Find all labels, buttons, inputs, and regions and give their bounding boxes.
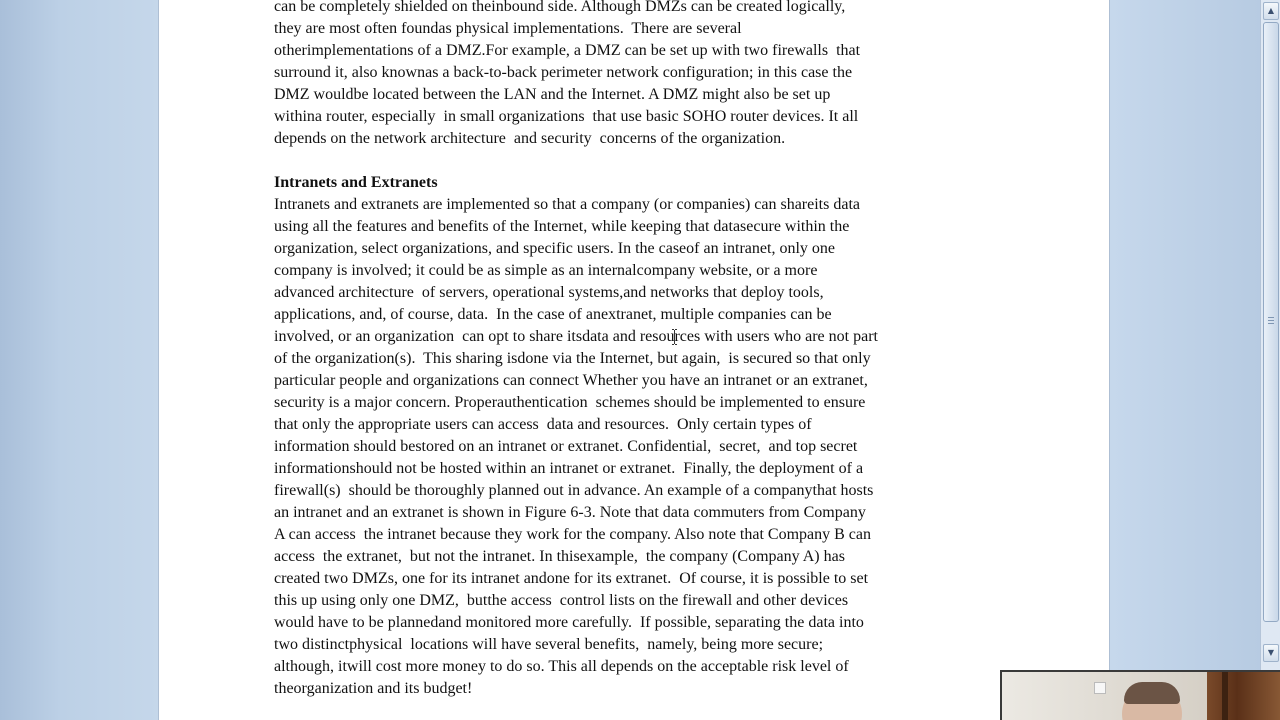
text-line: depends on the network architecture and security concerns of the organization.: [274, 130, 786, 147]
text-line: security is a major concern. Properauthentication schemes should be implemented to ensure: [274, 394, 866, 411]
paragraph-dmz: [274, 0, 1004, 150]
text-line: A can access the intranet because they work for the company. Also note that Company B can: [274, 526, 871, 543]
document-page[interactable]: [158, 0, 1110, 720]
text-line: particular people and organizations can connect Whether you have an intranet or an extranet,: [274, 372, 868, 389]
vertical-scrollbar[interactable]: [1260, 0, 1280, 720]
text-line: an intranet and an extranet is shown in Figure 6-3. Note that data commuters from Company: [274, 504, 866, 521]
text-line: this up using only one DMZ, butthe access control lists on the firewall and other devices: [274, 592, 849, 609]
text-line: access the extranet, but not the intranet. In thisexample, the company (Company A) has: [274, 548, 845, 565]
text-line: created two DMZs, one for its intranet andone for its extranet. Of course, it is possible to set: [274, 570, 869, 587]
text-line: can be completely shielded on theinbound side. Although DMZs can be created logically,: [274, 0, 846, 15]
webcam-presenter-hair: [1124, 682, 1180, 704]
text-line: advanced architecture of servers, operational systems,and networks that deploy tools,: [274, 284, 824, 301]
scroll-thumb[interactable]: [1263, 22, 1279, 622]
paragraph-intranets: [274, 194, 1004, 700]
workspace-background: [1110, 0, 1260, 720]
text-line: Intranets and extranets are implemented so that a company (or companies) can shareits data: [274, 196, 860, 213]
section-heading: [274, 172, 1004, 194]
text-line: that only the appropriate users can access data and resources. Only certain types of: [274, 416, 812, 433]
text-line: surround it, also knownas a back-to-back perimeter network configuration; in this case the: [274, 64, 853, 81]
text-line: applications, and, of course, data. In the case of anextranet, multiple companies can be: [274, 306, 832, 323]
text-line: withina router, especially in small organizations that use basic SOHO router devices. It all: [274, 108, 859, 125]
text-line: using all the features and benefits of the Internet, while keeping that datasecure within the: [274, 218, 850, 235]
webcam-overlay: [1000, 670, 1280, 720]
thumb-grip-line: [1268, 317, 1274, 318]
text-line: otherimplementations of a DMZ.For example, a DMZ can be set up with two firewalls that: [274, 42, 861, 59]
scroll-down-button[interactable]: ▼: [1263, 644, 1279, 662]
webcam-door-frame: [1222, 672, 1228, 720]
text-line: although, itwill cost more money to do so. This all depends on the acceptable risk level of: [274, 658, 849, 675]
heading-text: Intranets and Extranets: [274, 174, 438, 191]
text-line: involved, or an organization can opt to share itsdata and resources with users who are not part: [274, 328, 878, 345]
thumb-grip-line: [1268, 323, 1274, 324]
text-line: of the organization(s). This sharing isdone via the Internet, but again, is secured so that only: [274, 350, 871, 367]
thumb-grip-line: [1268, 320, 1274, 321]
webcam-light-switch: [1094, 682, 1106, 694]
text-line: company is involved; it could be as simple as an internalcompany website, or a more: [274, 262, 818, 279]
text-line: theorganization and its budget!: [274, 680, 473, 697]
text-line: DMZ wouldbe located between the LAN and the Internet. A DMZ might also be set up: [274, 86, 831, 103]
webcam-door: [1207, 672, 1280, 720]
text-line: they are most often foundas physical implementations. There are several: [274, 20, 742, 37]
text-line: two distinctphysical locations will have several benefits, namely, being more secure;: [274, 636, 824, 653]
text-line: information should bestored on an intranet or extranet. Confidential, secret, and top secret: [274, 438, 858, 455]
text-line: informationshould not be hosted within an intranet or extranet. Finally, the deployment of a: [274, 460, 864, 477]
text-line: organization, select organizations, and specific users. In the caseof an intranet, only one: [274, 240, 835, 257]
i-beam-cursor-icon: [671, 329, 678, 345]
scroll-up-button[interactable]: ▲: [1263, 2, 1279, 20]
text-line: would have to be plannedand monitored more carefully. If possible, separating the data into: [274, 614, 864, 631]
text-line: firewall(s) should be thoroughly planned out in advance. An example of a companythat hosts: [274, 482, 874, 499]
